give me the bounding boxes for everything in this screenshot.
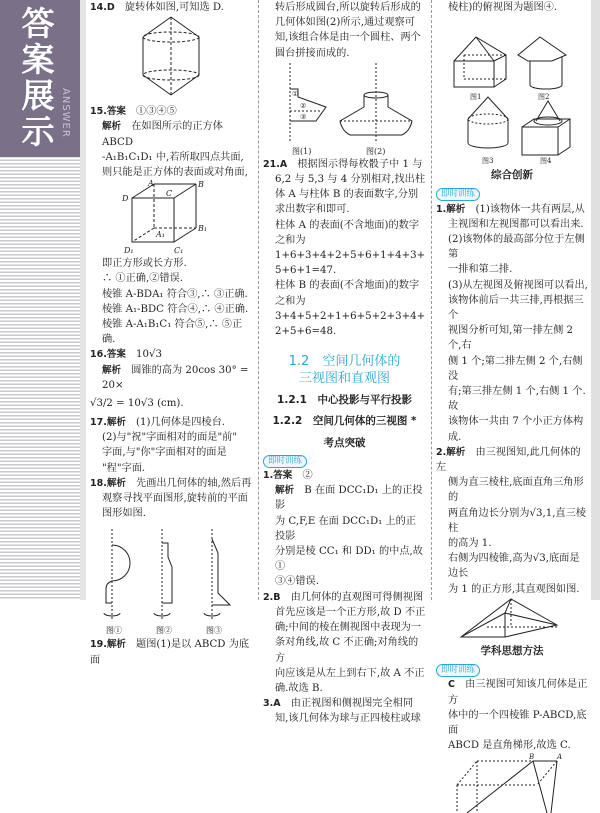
q-text: 旋转体如图,可知选 D. [124, 2, 224, 13]
practice-tag: 即时训练 [436, 188, 480, 201]
text-line: 图形如图. [102, 508, 146, 520]
text-line: 根据图示得每枚骰子中 1 与 [297, 158, 423, 170]
text-line: 圆台拼接而成的. [275, 47, 350, 59]
fig-caption: 图2 [538, 93, 550, 102]
text-line: 即正方形或长方形. [102, 258, 187, 270]
text-line: 知,该几何体为球与正四棱柱或球 [275, 713, 421, 725]
text-line: 首先应该是一个正方形,故 D 不正 [275, 606, 426, 618]
analysis-label: 解析 [106, 639, 126, 651]
text-line: 该物体前后一共三排,再根据三个 [448, 294, 584, 322]
analysis-label: 解析 [106, 417, 126, 429]
text-line: 柱体 A 的表面(不含地面)的数字 [275, 219, 420, 231]
text-line: 在如图所示的正方体 ABCD [102, 121, 223, 148]
text-line: 6,2 与 5,3 与 4 分别相对,找出柱 [275, 174, 426, 186]
q-num: 21.A [263, 158, 288, 170]
text-line: 棱锥 A-A₁B₁C₁ 符合⑤,∴ ⑤正确. [102, 319, 243, 346]
analysis-label: 解析 [106, 477, 126, 489]
q14-figure [123, 15, 223, 99]
text-line: 几何体如图(2)所示,通过观察可 [275, 17, 415, 29]
analysis-label: 解析 [446, 203, 466, 215]
text-line: 由正视图和侧视图完全相同 [290, 698, 414, 710]
column-divider [258, 0, 259, 600]
q1 [436, 202, 588, 445]
text-line: (2)与"祝"字面相对的面是"前" [102, 432, 238, 444]
region-mark: ③ [299, 112, 306, 121]
text-line: 确.故选 B. [275, 682, 323, 694]
subsection-title: 1.2.2 空间几何体的三视图 * [272, 415, 417, 428]
text-line: 棱锥 A₁-BDC 符合④,∴ ④正确. [102, 303, 249, 315]
text-line: 有;第三排左侧 1 个,右侧 1 个.故 [448, 386, 586, 413]
sidebar-title: 答案展示 [21, 4, 55, 151]
section-title: 三视图和直观图 [298, 371, 390, 387]
q-num: 19. [90, 639, 107, 651]
text-line: 先画出几何体的轴,然后再 [136, 477, 252, 489]
q-num: 16. [90, 349, 107, 361]
text-line: 侧为直三棱柱,底面直角三角形的 [448, 477, 584, 504]
text-line: 2+5+6=48. [275, 326, 337, 338]
text-line: 5+6+1=47. [275, 265, 337, 277]
q-num: 2.B [263, 591, 281, 603]
text-line: 为 1 的正方形,其直观图如图. [448, 583, 580, 595]
answer: ①③④⑤ [136, 106, 177, 118]
column-3 [436, 0, 588, 762]
q-num: 1. [263, 470, 274, 482]
answer-label: 答案 [106, 349, 126, 361]
text-line: 体中的一个四棱锥 P-ABCD,底面 [448, 709, 587, 736]
key-points-heading: 考点突破 [323, 436, 366, 449]
fig-caption: 图③ [205, 626, 222, 636]
vertex-label: D₁ [123, 246, 134, 256]
section-heading [263, 353, 426, 387]
fig-caption: 图② [155, 626, 172, 636]
fig-caption: 图1 [470, 93, 482, 102]
q-num: 2. [436, 446, 447, 458]
fig-caption: 图(2) [365, 146, 385, 156]
margin-strip [80, 0, 86, 600]
q14 [90, 0, 255, 15]
section-heading: 综合创新 [491, 169, 533, 182]
text-line: ABCD 是直角梯形,故选 C. [448, 740, 571, 752]
vertex-label: A₁ [155, 230, 165, 240]
q18-figures [98, 527, 248, 637]
vertex-label: C₁ [173, 246, 183, 256]
q-num: 14.D [90, 2, 115, 13]
text-line: 由三视图知,此几何体的左 [436, 446, 581, 474]
column-divider [431, 0, 432, 600]
text-line: 侧 1 个;第二排左侧 2 个,右侧没 [448, 355, 583, 382]
q17 [90, 415, 255, 476]
fig-caption: 图4 [540, 157, 552, 166]
text-line: ③④错误. [275, 576, 319, 588]
text-line: 的高为 1. [448, 538, 492, 550]
text-line: 右侧为四棱锥,高为√3,底面是边长 [448, 553, 580, 580]
analysis-label: 解析 [102, 121, 122, 133]
pyramid-figure [457, 597, 567, 641]
subsection-title: 1.2.1 中心投影与平行投影 [277, 394, 412, 407]
column-1 [90, 0, 255, 666]
fig-caption: 图① [105, 626, 122, 636]
q2 [436, 445, 588, 597]
text-line: (1)几何体是四棱台. [136, 417, 226, 429]
right-margin-strip [591, 0, 600, 600]
text-line: √3/2 = 10√3 (cm). [90, 398, 184, 410]
text-line: 圆锥的高为 20cos 30° = 20× [102, 364, 249, 391]
region-mark: ② [299, 101, 306, 110]
q-num: 15. [90, 106, 107, 118]
answer: ② [302, 470, 313, 482]
vertex-label: A [147, 180, 154, 189]
text-line: 棱锥 A-BDA₁ 符合③,∴ ③正确. [102, 288, 248, 300]
practice-tag: 即时训练 [263, 455, 307, 468]
text-line: (1)该物体一共有两层,从 [475, 203, 585, 215]
text-line: 则只能是正方体的表面或对角面, [102, 167, 248, 179]
text-line: -A₁B₁C₁D₁ 中,若所取四点共面, [102, 151, 244, 163]
text-line: (2)该物体的最高部分位于左侧第 [448, 234, 585, 261]
fig-caption: 图(1) [291, 146, 311, 156]
text-line: 由几何体的直观图可得侧视图 [290, 591, 424, 603]
text-line: 柱体 B 的表面(不含地面)的数字 [275, 280, 420, 292]
text-line: 由三视图可知该几何体是正方 [448, 679, 588, 706]
answer-sidebar [0, 0, 80, 600]
text-line: (3)从左视图及俯视图可以看出, [448, 279, 588, 291]
answer: 10√3 [136, 349, 162, 361]
section-title: 1.2 空间几何体的 [288, 354, 401, 370]
text-line: B 在面 DCC₁D₁ 上的正投影 [275, 485, 423, 512]
vertex-label: D [121, 194, 128, 204]
practice-tag: 即时训练 [436, 664, 480, 677]
solids-figures [442, 15, 582, 165]
text-line: 题图(1)是以 ABCD 为底面 [90, 639, 250, 666]
fig-caption: 图3 [482, 157, 494, 166]
q-c [436, 677, 588, 753]
q3 [263, 696, 426, 726]
text-line: 体 A 与柱体 B 的表面数字,分别 [275, 189, 419, 201]
text-line: 视图分析可知,第一排左侧 2 个,右 [448, 325, 574, 352]
q18 [90, 476, 255, 638]
q2 [263, 590, 426, 696]
vertex-label: A [557, 753, 563, 762]
q19 [90, 637, 255, 667]
text-line: "程"字面. [102, 462, 146, 474]
text-line: 一排和第二排. [448, 264, 513, 276]
vertex-label: B [529, 753, 535, 762]
q20-figures [270, 61, 420, 157]
text-line: 条对角线,故 C 不正确;对角线的方 [275, 637, 419, 664]
text-line: 主视图和左视图都可以看出来. [448, 218, 584, 230]
q16 [90, 347, 255, 415]
analysis-label: 解析 [275, 485, 295, 497]
text-line: 为 C,F,E 在面 DCC₁D₁ 上的正投影 [275, 515, 416, 542]
text-line: 转后形成圆台,所以旋转后形成的 [275, 2, 421, 13]
text-line: 确;中间的棱在侧视图中表现为一 [275, 622, 422, 634]
text-line: 该物体一共由 7 个小正方体构成. [448, 416, 584, 443]
vertex-label: C [165, 189, 172, 199]
q-num: 18. [90, 477, 107, 489]
text-line: ∴ ①正确,②错误. [102, 273, 184, 285]
analysis-label: 解析 [446, 446, 466, 458]
region-mark: ① [291, 89, 298, 98]
text-line: 观察寻找平面图形,旋转前的平面 [102, 493, 248, 505]
q-num: 3.A [263, 698, 281, 710]
vertex-label: B₁ [197, 224, 207, 234]
cube-figure [118, 180, 228, 256]
vertex-label: B [197, 180, 204, 190]
answer-label: 答案 [106, 106, 126, 118]
section-heading: 学科思想方法 [480, 644, 544, 657]
text-line: 求出数字和即可. [275, 204, 350, 216]
text-line: 两直角边长分别为√3,1,直三棱柱 [448, 507, 586, 534]
answer-label: 答案 [273, 470, 293, 482]
column-2 [263, 0, 426, 725]
q15 [90, 104, 255, 347]
text-line: 字面,与"你"字面相对的面是 [102, 447, 227, 459]
q-num: 1. [436, 203, 447, 215]
q-num: C [448, 679, 455, 691]
analysis-label: 解析 [102, 364, 122, 376]
text-line: 向应该是从左上到右下,故 A 不正 [275, 667, 425, 679]
text-line: 之和为 3+4+5+2+1+6+5+2+3+4+ [275, 295, 426, 322]
text-line: 分别是棱 CC₁ 和 DD₁ 的中点,故① [275, 546, 423, 573]
sidebar-subtitle: ANSWER [60, 88, 72, 138]
q1 [263, 468, 426, 590]
cube-pyramid-figure [447, 753, 577, 813]
text-line: 知,该组合体是由一个圆柱、两个 [275, 32, 421, 44]
text-line: 之和为 1+6+3+4+2+5+6+1+4+3+ [275, 234, 426, 262]
q21 [263, 157, 426, 339]
q-num: 17. [90, 417, 107, 429]
text-line: 棱柱)的俯视图为题图④. [448, 2, 558, 13]
